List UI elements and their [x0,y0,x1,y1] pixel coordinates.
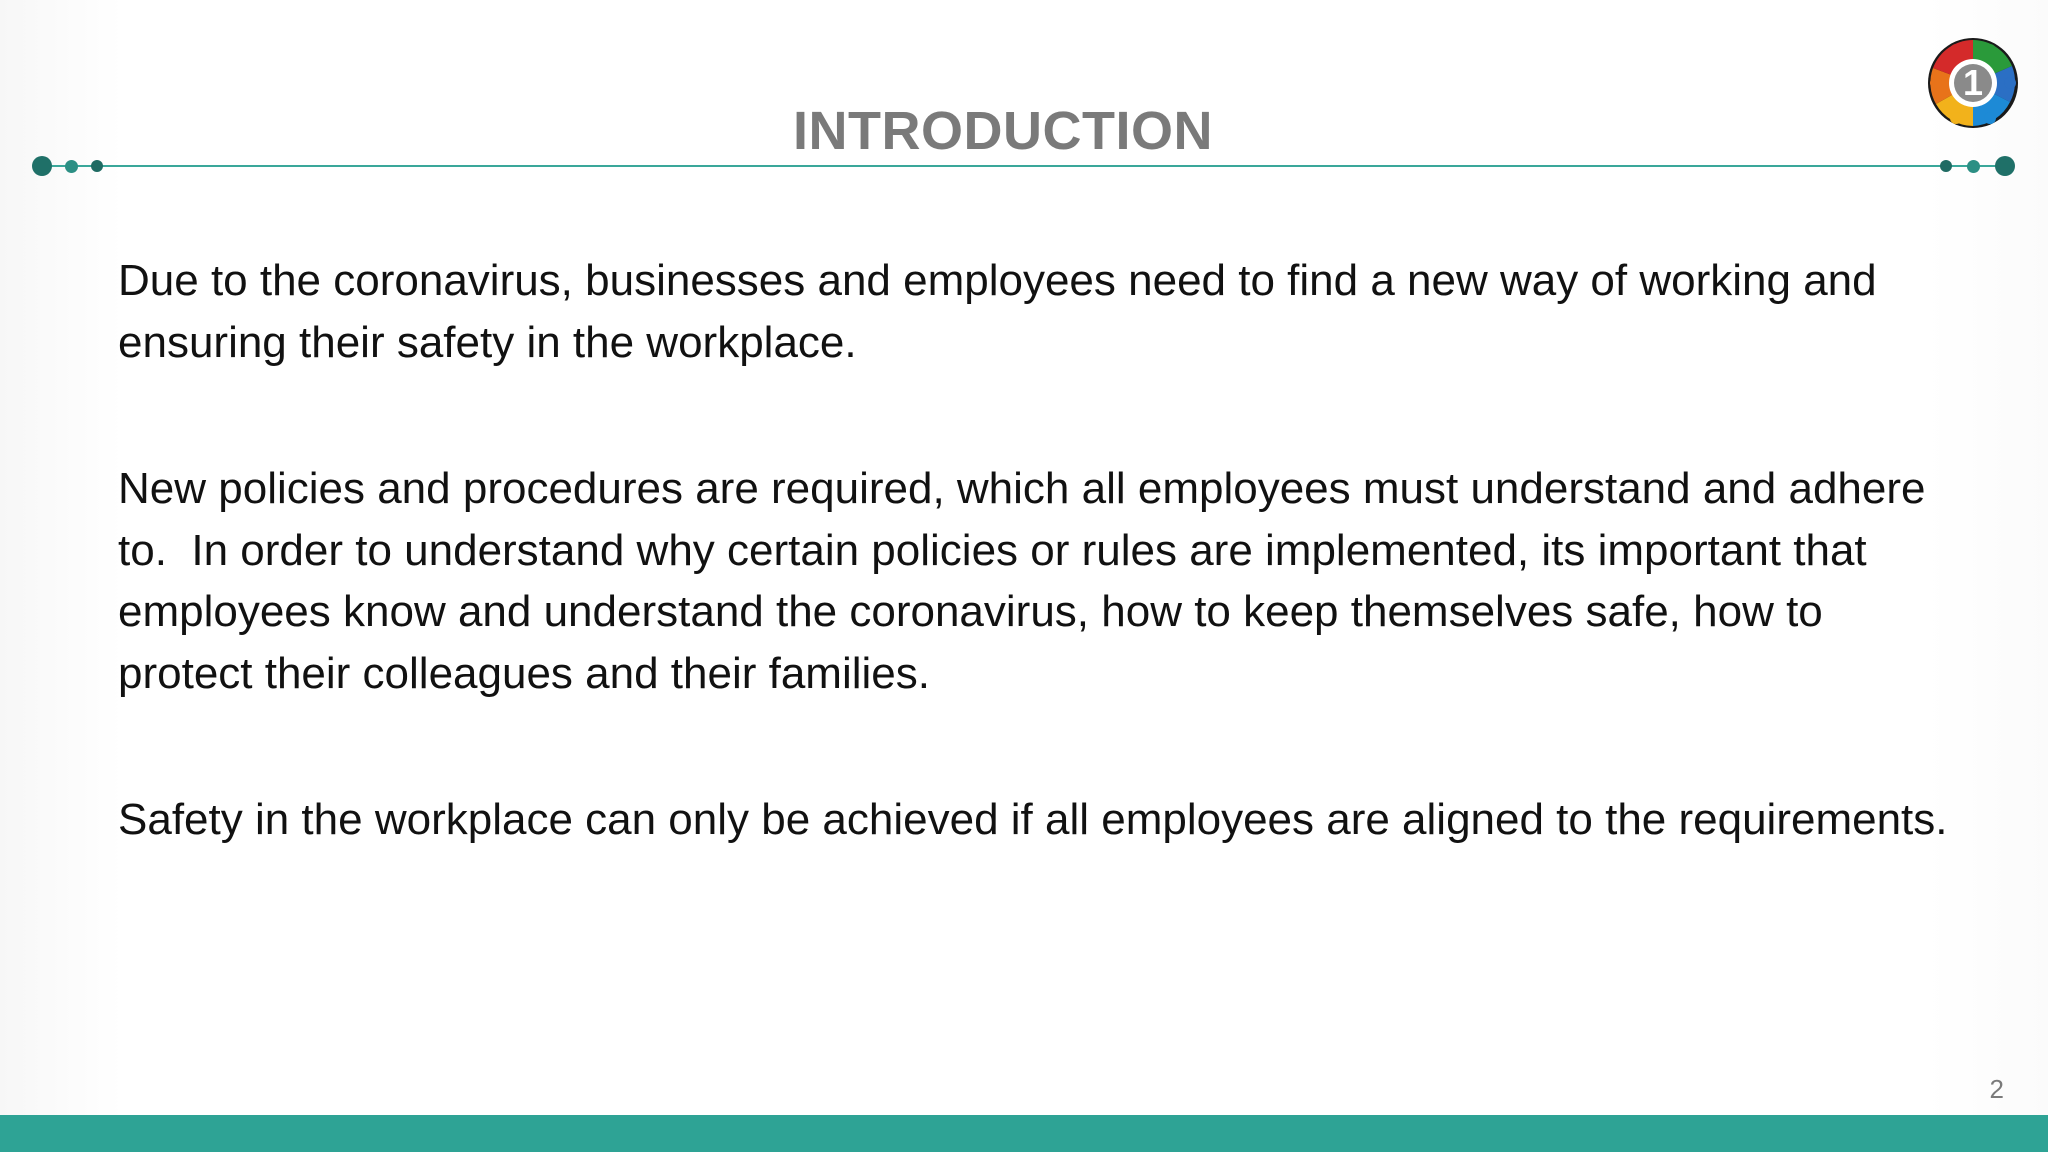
paragraph: Due to the coronavirus, businesses and employees need to find a new way of working and ensuring their safety in the workplace. [118,256,1889,367]
footer-bar [0,1115,2048,1152]
divider-dot-right-large [1995,156,2015,176]
people-circle-logo-icon [1926,36,2020,130]
slide-body [118,250,1948,936]
divider-dot-right-small [1940,160,1952,172]
divider-dot-left-small [91,160,103,172]
divider-dot-right-mid [1967,160,1980,173]
divider-dot-left-mid [65,160,78,173]
paragraph: Safety in the workplace can only be achieved if all employees are aligned to the requirements. [118,795,1948,844]
logo-badge: 1 [1962,62,1984,103]
paragraph: New policies and procedures are required, which all employees must understand and adhere to. In order to understand why certain policies or rules are implemented, its important that employees know and understand the coronavirus, how to keep themselves safe, how to protect their colleagues and their families. [118,464,1938,698]
slide-title: INTRODUCTION [793,101,1213,161]
page-number: 2 [1989,1074,2004,1104]
divider-dot-left-large [32,156,52,176]
title-divider [42,165,2004,167]
